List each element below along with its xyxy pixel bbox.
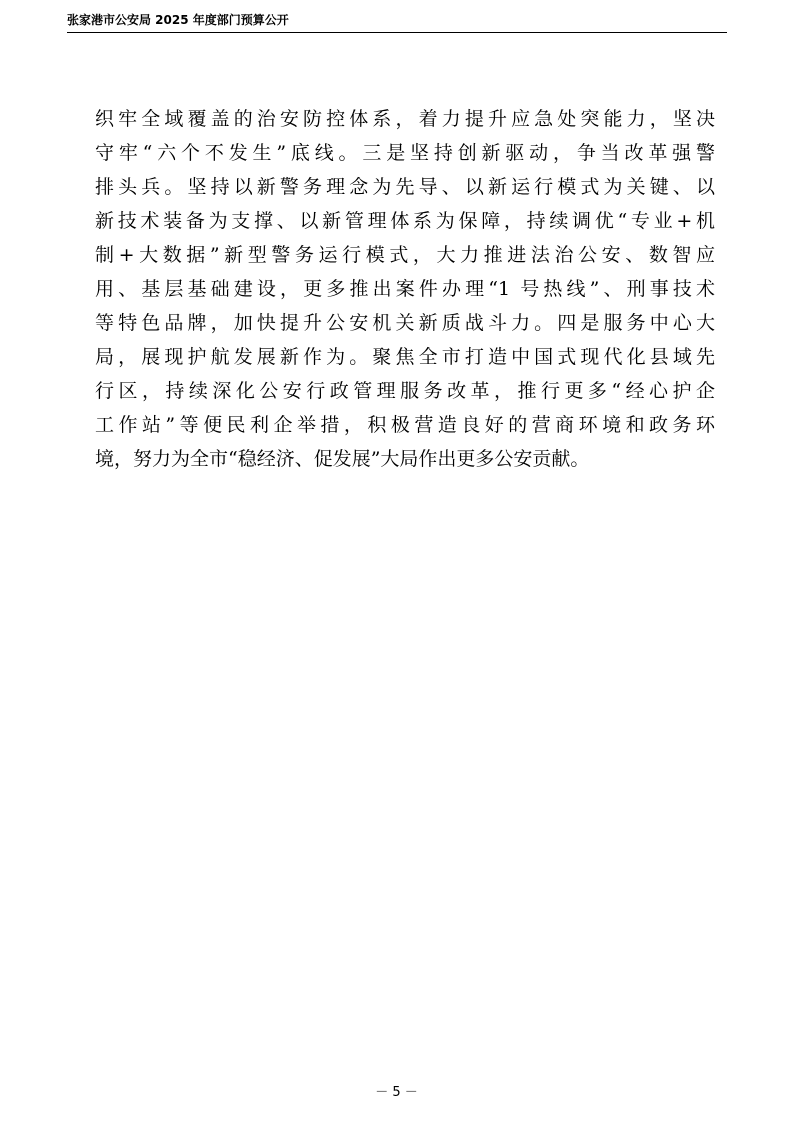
header-title: 张家港市公安局 2025 年度部门预算公开: [67, 13, 289, 27]
text-line: 工作站”等便民利企举措，积极营造良好的营商环境和政务环: [95, 414, 715, 436]
text-line: 行区，持续深化公安行政管理服务改革，推行更多“经心护企: [95, 380, 715, 402]
text-line: 织牢全域覆盖的治安防控体系，着力提升应急处突能力，坚决: [95, 108, 715, 130]
text-line: 局，展现护航发展新作为。聚焦全市打造中国式现代化县域先: [95, 346, 715, 368]
text-line: 等特色品牌，加快提升公安机关新质战斗力。四是服务中心大: [95, 312, 715, 334]
text-line: 排头兵。坚持以新警务理念为先导、以新运行模式为关键、以: [95, 176, 715, 198]
text-line: 制+大数据”新型警务运行模式，大力推进法治公安、数智应: [95, 244, 715, 266]
text-line: 境，努力为全市“稳经济、促发展”大局作出更多公安贡献。: [95, 448, 590, 470]
header-divider: [67, 32, 727, 33]
page-header: [67, 11, 727, 33]
text-line: 用、基层基础建设，更多推出案件办理“1 号热线”、刑事技术: [95, 278, 715, 300]
body-text: [95, 102, 715, 476]
text-line: 新技术装备为支撑、以新管理体系为保障，持续调优“专业+机: [95, 210, 715, 232]
page-number: － 5 －: [375, 1085, 418, 1100]
text-line: 守牢“六个不发生”底线。三是坚持创新驱动，争当改革强警: [95, 142, 715, 164]
